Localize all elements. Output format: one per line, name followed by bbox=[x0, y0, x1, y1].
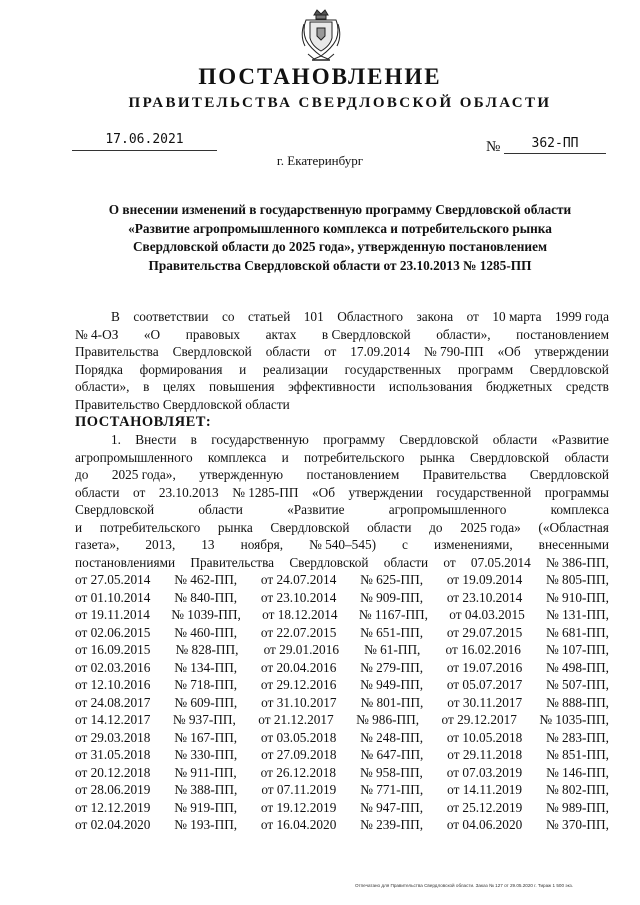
word: комплекса bbox=[550, 502, 609, 517]
word: государственных bbox=[344, 361, 442, 377]
word: и bbox=[75, 519, 83, 535]
amendment-number: № 625-ПП, bbox=[360, 572, 424, 587]
word: газета», bbox=[75, 537, 120, 552]
word: В bbox=[111, 309, 120, 324]
amendment-number: № 651-ПП, bbox=[360, 624, 424, 640]
word: «Развитие bbox=[287, 502, 345, 517]
government-name: ПРАВИТЕЛЬСТВА СВЕРДЛОВСКОЙ ОБЛАСТИ bbox=[128, 95, 552, 111]
amendment-row bbox=[75, 606, 609, 624]
amendment-date: от 23.10.2014 bbox=[446, 589, 523, 605]
word: 17.09.2014 bbox=[350, 344, 411, 359]
amendment-number: № 919-ПП, bbox=[174, 799, 238, 815]
amendment-row bbox=[75, 571, 609, 589]
amendment-date: от 21.12.2017 bbox=[258, 712, 334, 727]
amendment-number: № 146-ПП, bbox=[546, 764, 609, 780]
word: государственной bbox=[436, 484, 532, 500]
word: Свердловской bbox=[529, 361, 609, 377]
word: рынка bbox=[419, 449, 455, 465]
body-line bbox=[75, 519, 609, 537]
word: («Областная bbox=[538, 519, 609, 535]
print-note: Отпечатано для Правительства Свердловской области. Заказ № 127 от 29.05.2020 г. Тираж 1 500 экз. bbox=[355, 883, 574, 888]
amendment-row bbox=[75, 589, 609, 607]
word: Свердловской bbox=[75, 502, 155, 517]
word: области bbox=[383, 554, 429, 570]
word: утверждении bbox=[534, 344, 609, 359]
word: ноября, bbox=[240, 537, 284, 552]
amendment-date: от 19.12.2019 bbox=[260, 799, 337, 815]
amendment-date: от 20.12.2018 bbox=[75, 764, 151, 780]
body-line bbox=[75, 378, 609, 396]
word: № 4-ОЗ bbox=[75, 326, 119, 342]
word: до bbox=[429, 519, 443, 535]
amendment-number: № 279-ПП, bbox=[360, 659, 424, 675]
amendment-date: от 27.05.2014 bbox=[75, 572, 151, 587]
word: закона bbox=[416, 309, 454, 324]
amendment-number: № 958-ПП, bbox=[359, 764, 423, 780]
coat-of-arms-icon bbox=[300, 6, 342, 64]
amendment-number: № 283-ПП, bbox=[546, 729, 609, 745]
word: повышения bbox=[209, 379, 275, 394]
amendment-date: от 20.04.2016 bbox=[260, 659, 337, 675]
word: соответствии bbox=[133, 309, 209, 324]
city-name: г. Екатеринбург bbox=[276, 153, 364, 168]
amendment-number: № 507-ПП, bbox=[546, 677, 609, 692]
amendment-number: № 681-ПП, bbox=[546, 624, 609, 640]
amendment-date: от 04.03.2015 bbox=[449, 607, 525, 622]
amendment-number: № 910-ПП, bbox=[546, 589, 609, 605]
title-line: Свердловской области до 2025 года», утвержденную постановлением bbox=[132, 239, 548, 254]
amendment-row bbox=[75, 781, 609, 799]
title-line: О внесении изменений в государственную программу Свердловской области bbox=[108, 202, 572, 217]
document-type-heading: ПОСТАНОВЛЕНИЕ bbox=[198, 64, 442, 89]
amendment-date: от 16.02.2016 bbox=[445, 642, 521, 657]
word: 1. bbox=[111, 432, 121, 447]
amendment-number: № 134-ПП, bbox=[174, 659, 238, 675]
word: внесенными bbox=[538, 537, 609, 552]
document-date: 17.06.2021 bbox=[72, 132, 217, 151]
word: Свердловской bbox=[399, 432, 479, 447]
amendment-row bbox=[75, 694, 609, 712]
word: агропромышленного bbox=[75, 449, 193, 465]
word: от bbox=[443, 554, 456, 570]
amendment-date: от 31.05.2018 bbox=[75, 747, 151, 762]
word: «О bbox=[143, 326, 161, 342]
word: Внести bbox=[135, 432, 177, 447]
amendment-date: от 30.11.2017 bbox=[447, 694, 523, 710]
title-line: «Развитие агропромышленного комплекса и потребительского рынка bbox=[128, 220, 552, 236]
amendment-date: от 18.12.2014 bbox=[262, 607, 338, 622]
amendment-date: от 19.11.2014 bbox=[75, 607, 150, 622]
amendment-number: № 828-ПП, bbox=[175, 642, 239, 657]
amendment-number: № 947-ПП, bbox=[360, 799, 424, 815]
amendment-row bbox=[75, 659, 609, 677]
amendment-number: № 909-ПП, bbox=[360, 589, 424, 605]
amendment-date: от 07.03.2019 bbox=[446, 764, 523, 780]
word: 10 марта bbox=[492, 309, 542, 324]
amendment-date: от 24.08.2017 bbox=[75, 694, 151, 710]
amendment-row bbox=[75, 764, 609, 782]
amendment-row bbox=[75, 816, 609, 834]
amendment-number: № 888-ПП, bbox=[546, 694, 609, 710]
amendment-date: от 22.07.2015 bbox=[260, 624, 337, 640]
word: области bbox=[564, 449, 609, 465]
word: Свердловской bbox=[172, 344, 252, 359]
word: со bbox=[221, 309, 235, 324]
body-line bbox=[75, 466, 609, 484]
body-line bbox=[75, 536, 609, 554]
word: программ bbox=[457, 361, 514, 377]
amendment-number: № 771-ПП, bbox=[360, 782, 424, 797]
word: 2025 года» bbox=[460, 519, 521, 535]
word: Свердловской bbox=[289, 554, 369, 570]
amendment-date: от 04.06.2020 bbox=[446, 817, 523, 832]
amendment-number: № 801-ПП, bbox=[360, 694, 424, 710]
amendment-date: от 02.03.2016 bbox=[75, 659, 151, 675]
word: утвержденную bbox=[199, 467, 284, 482]
body-line bbox=[75, 326, 609, 344]
word: комплекса bbox=[207, 449, 267, 465]
amendment-number: № 61-ПП, bbox=[364, 642, 421, 657]
word: бюджетных bbox=[486, 379, 553, 394]
amendment-date: от 23.10.2014 bbox=[260, 589, 337, 605]
amendment-date: от 29.11.2018 bbox=[447, 747, 523, 762]
word: 101 bbox=[303, 309, 324, 324]
word: «Об bbox=[311, 484, 335, 500]
word: целях bbox=[162, 379, 196, 394]
amendment-row bbox=[75, 624, 609, 642]
amendment-number: № 805-ПП, bbox=[546, 572, 609, 587]
body-line bbox=[75, 484, 609, 502]
amendment-date: от 25.12.2019 bbox=[446, 799, 523, 815]
word: потребительского bbox=[99, 519, 201, 535]
amendment-number: № 989-ПП, bbox=[546, 799, 609, 815]
amendment-number: № 802-ПП, bbox=[546, 782, 609, 797]
amendment-date: от 29.12.2017 bbox=[441, 712, 517, 727]
word: и bbox=[239, 361, 247, 377]
body-line bbox=[75, 361, 609, 379]
amendment-date: от 29.07.2015 bbox=[446, 624, 523, 640]
word: актах bbox=[265, 326, 297, 342]
amendment-date: от 28.06.2019 bbox=[75, 782, 151, 797]
amendment-number: № 131-ПП, bbox=[546, 607, 609, 622]
amendment-date: от 19.09.2014 bbox=[446, 572, 523, 587]
amendment-date: от 12.12.2019 bbox=[75, 799, 151, 815]
amendment-number: № 388-ПП, bbox=[174, 782, 238, 797]
amendment-number: № 167-ПП, bbox=[174, 729, 238, 745]
word: постановлением bbox=[306, 467, 400, 482]
amendment-number: № 718-ПП, bbox=[174, 677, 238, 692]
amendment-date: от 02.04.2020 bbox=[75, 817, 151, 832]
amendment-number: № 248-ПП, bbox=[360, 729, 424, 745]
number-label: № bbox=[486, 139, 501, 155]
word: изменениями, bbox=[433, 537, 513, 552]
amendment-row bbox=[75, 729, 609, 747]
word: государственную bbox=[211, 432, 309, 447]
word: Свердловской bbox=[529, 467, 609, 482]
amendment-row bbox=[75, 711, 609, 729]
word: в Свердловской bbox=[321, 326, 411, 342]
title-line: Правительства Свердловской области от 23.10.2013 № 1285-ПП bbox=[148, 257, 532, 273]
word: 2025 года», bbox=[111, 467, 176, 482]
amendment-date: от 03.05.2018 bbox=[260, 729, 337, 745]
document-title bbox=[60, 201, 620, 275]
word: от bbox=[466, 309, 479, 324]
word: от bbox=[132, 484, 146, 500]
amendment-number: № 1167-ПП, bbox=[358, 607, 428, 622]
amendment-number: № 498-ПП, bbox=[546, 659, 609, 675]
amendment-number: № 460-ПП, bbox=[174, 624, 238, 640]
body-line bbox=[75, 501, 609, 519]
amendment-number: № 851-ПП, bbox=[546, 747, 609, 762]
word: 23.10.2013 bbox=[158, 484, 219, 500]
amendment-number: № 330-ПП, bbox=[174, 747, 238, 762]
amendment-date: от 16.04.2020 bbox=[260, 817, 337, 832]
word: области», bbox=[75, 379, 130, 394]
word: в bbox=[190, 432, 197, 447]
amendment-date: от 14.12.2017 bbox=[75, 712, 151, 727]
amendment-date: от 31.10.2017 bbox=[261, 694, 337, 710]
word: 07.05.2014 bbox=[470, 554, 531, 570]
amendment-number: № 193-ПП, bbox=[174, 817, 238, 832]
amendment-number: № 1035-ПП, bbox=[539, 712, 609, 727]
word: с bbox=[402, 537, 408, 552]
word: формирования bbox=[139, 361, 223, 377]
amendment-date: от 05.07.2017 bbox=[446, 677, 523, 692]
amendment-number: № 840-ПП, bbox=[174, 589, 238, 605]
body-line bbox=[75, 343, 609, 361]
amendment-number: № 370-ПП, bbox=[546, 817, 609, 832]
amendments-list bbox=[75, 571, 609, 834]
word: эффективности bbox=[288, 379, 376, 394]
word: постановлениями bbox=[75, 554, 176, 570]
word: области», bbox=[436, 326, 491, 342]
word: утверждении bbox=[348, 484, 423, 500]
word: постановлением bbox=[516, 326, 609, 342]
word: Свердловской bbox=[270, 519, 350, 535]
body-line bbox=[75, 308, 609, 326]
document-number: 362-ПП bbox=[504, 136, 606, 154]
amendment-number: № 462-ПП, bbox=[174, 572, 238, 587]
amendment-date: от 01.10.2014 bbox=[75, 589, 151, 605]
word: средств bbox=[565, 379, 609, 394]
amendment-date: от 19.07.2016 bbox=[446, 659, 523, 675]
amendment-number: № 911-ПП, bbox=[174, 764, 237, 780]
word: Правительства bbox=[190, 554, 275, 570]
amendment-row bbox=[75, 676, 609, 694]
word: Порядка bbox=[75, 361, 123, 377]
word: программу bbox=[323, 432, 385, 447]
word: области bbox=[492, 432, 538, 447]
amendment-number: № 647-ПП, bbox=[360, 747, 424, 762]
word: Правительства bbox=[422, 467, 507, 482]
word: № 1285-ПП bbox=[232, 484, 299, 500]
word: области bbox=[367, 519, 412, 535]
word: рынка bbox=[217, 519, 253, 535]
word: потребительского bbox=[304, 449, 405, 465]
word: Правительства bbox=[75, 344, 159, 359]
word: 13 bbox=[201, 537, 215, 552]
word: правовых bbox=[185, 326, 241, 342]
word: «Развитие bbox=[551, 432, 609, 447]
amendment-number: № 609-ПП, bbox=[174, 694, 238, 710]
amendment-row bbox=[75, 641, 609, 659]
word: статьей bbox=[247, 309, 291, 324]
word: области bbox=[75, 484, 120, 500]
word: № 790-ПП bbox=[424, 344, 484, 359]
body-line bbox=[75, 449, 609, 467]
word: в bbox=[143, 379, 150, 394]
amendment-date: от 24.07.2014 bbox=[260, 572, 337, 587]
document-body bbox=[75, 308, 609, 834]
word: до bbox=[75, 467, 89, 482]
amendment-date: от 29.03.2018 bbox=[75, 729, 151, 745]
word: использования bbox=[388, 379, 473, 394]
body-line: Правительство Свердловской области bbox=[75, 396, 290, 412]
decree-word: ПОСТАНОВЛЯЕТ: bbox=[75, 414, 212, 430]
amendment-number: № 986-ПП, bbox=[356, 712, 420, 727]
amendment-date: от 16.09.2015 bbox=[75, 642, 151, 657]
word: и bbox=[281, 449, 289, 465]
amendment-number: № 239-ПП, bbox=[360, 817, 424, 832]
word: 2013, bbox=[145, 537, 176, 552]
word: области bbox=[198, 502, 243, 517]
amendment-row bbox=[75, 746, 609, 764]
amendment-date: от 02.06.2015 bbox=[75, 624, 151, 640]
amendment-row bbox=[75, 799, 609, 817]
body-line bbox=[75, 431, 609, 449]
word: реализации bbox=[262, 361, 328, 377]
word: области bbox=[265, 344, 311, 359]
body-line bbox=[75, 554, 609, 572]
amendment-date: от 12.10.2016 bbox=[75, 677, 151, 692]
amendment-date: от 07.11.2019 bbox=[261, 782, 337, 797]
amendment-number: № 937-ПП, bbox=[172, 712, 236, 727]
amendment-number: № 949-ПП, bbox=[360, 677, 424, 692]
word: Областного bbox=[337, 309, 404, 324]
amendment-number: № 107-ПП, bbox=[546, 642, 609, 657]
word: № 386-ПП, bbox=[546, 554, 609, 570]
word: Свердловской bbox=[470, 449, 550, 465]
amendment-date: от 29.01.2016 bbox=[263, 642, 340, 657]
amendment-date: от 14.11.2019 bbox=[447, 782, 523, 797]
word: программы bbox=[544, 484, 609, 500]
amendment-date: от 26.12.2018 bbox=[260, 764, 337, 780]
amendment-date: от 29.12.2016 bbox=[260, 677, 337, 692]
word: 1999 года bbox=[555, 309, 609, 324]
word: «Об bbox=[497, 344, 521, 359]
amendment-date: от 10.05.2018 bbox=[446, 729, 523, 745]
amendment-number: № 1039-ПП, bbox=[171, 607, 241, 622]
amendment-date: от 27.09.2018 bbox=[261, 747, 337, 762]
word: агропромышленного bbox=[388, 502, 507, 517]
word: от bbox=[324, 344, 337, 359]
word: № 540–545) bbox=[309, 537, 377, 552]
